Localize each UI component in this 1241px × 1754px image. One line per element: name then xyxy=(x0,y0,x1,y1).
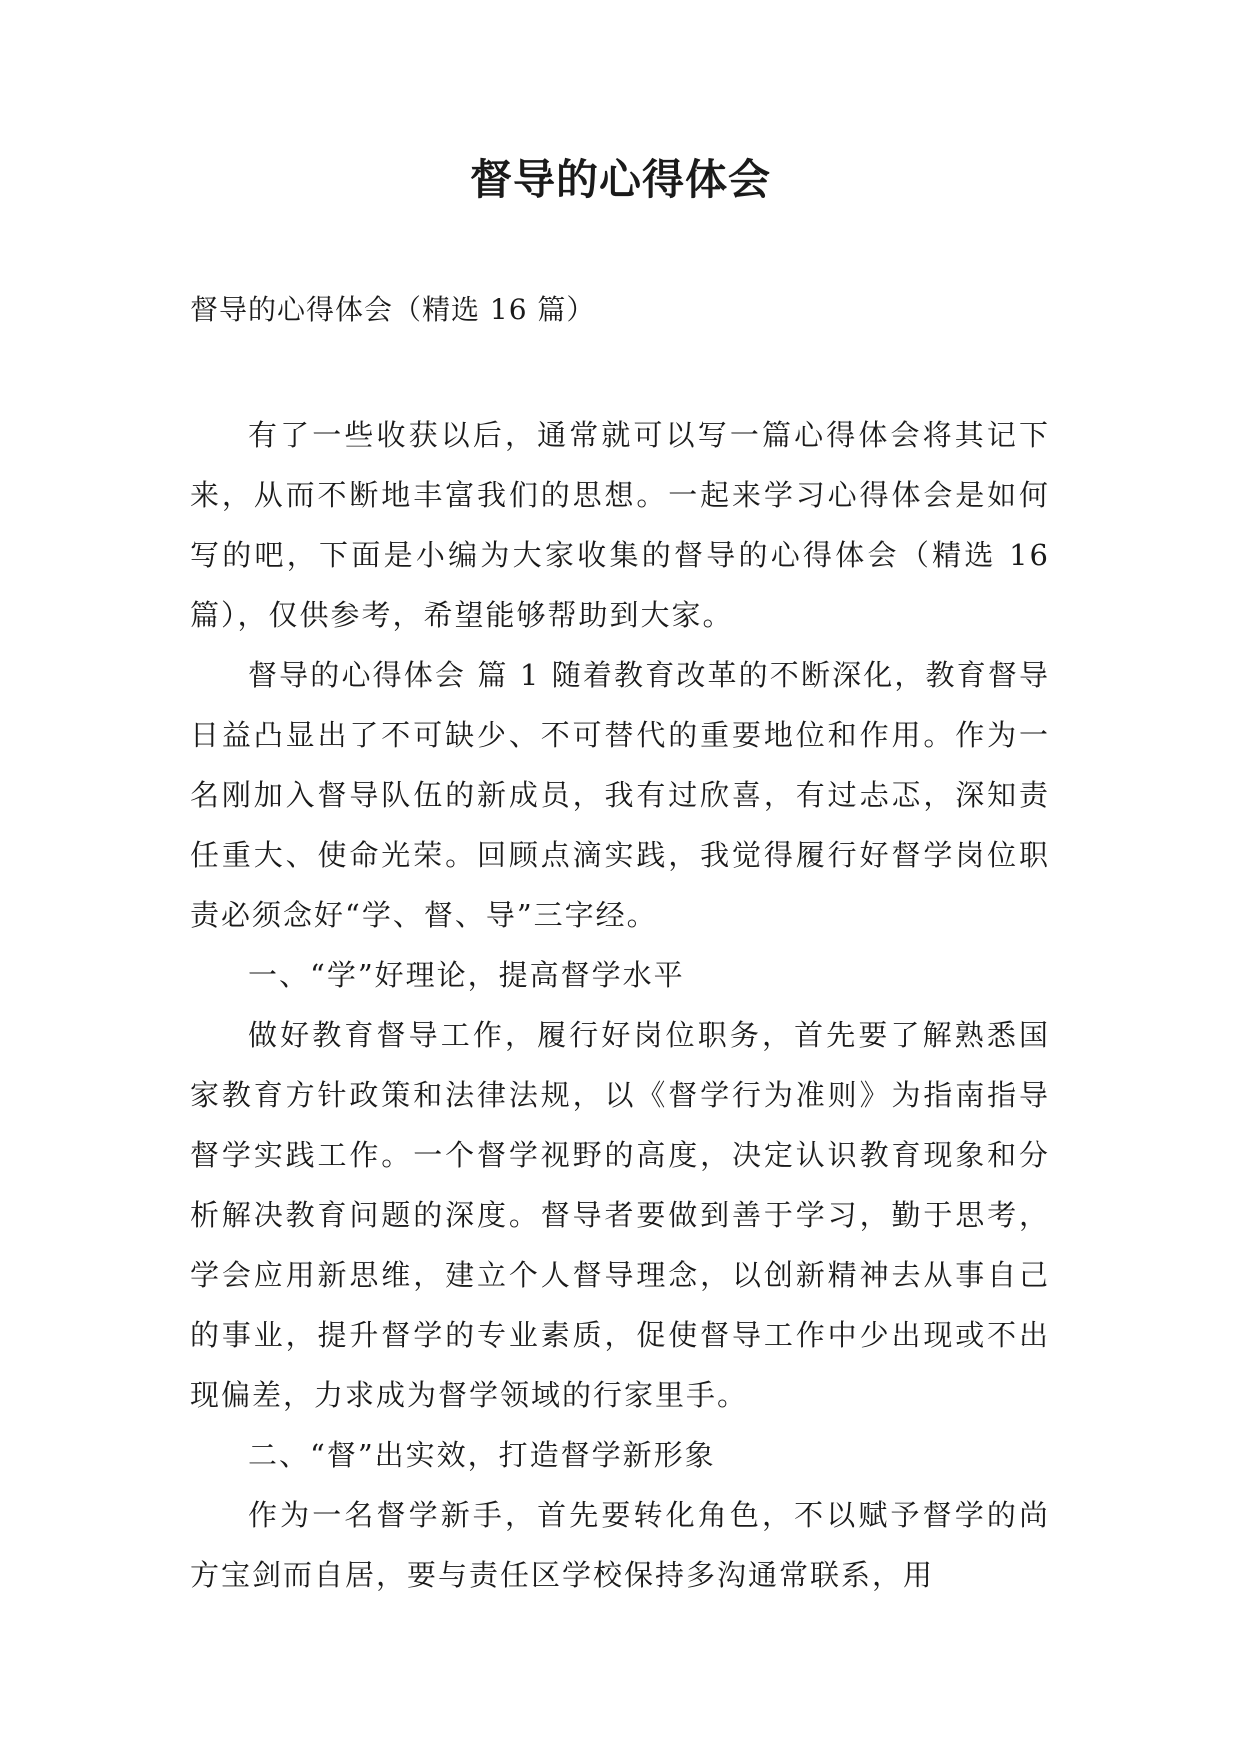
document-subtitle: 督导的心得体会（精选 16 篇） xyxy=(190,293,596,326)
heading-study-theory: 一、“学”好理论，提高督学水平 xyxy=(248,958,685,992)
document-title: 督导的心得体会 xyxy=(469,155,771,204)
supervise-results-paragraph: 作为一名督学新手，首先要转化角色，不以赋予督学的尚方宝剑而自居，要与责任区学校保持多沟通常联系，用 xyxy=(190,1498,1050,1592)
intro-paragraph: 有了一些收获以后，通常就可以写一篇心得体会将其记下来，从而不断地丰富我们的思想。一起来学习心得体会是如何写的吧，下面是小编为大家收集的督导的心得体会（精选 16 篇），仅供参考，希望能够帮助到大家。 xyxy=(190,418,1050,632)
section-1-paragraph: 督导的心得体会 篇 1 随着教育改革的不断深化，教育督导日益凸显出了不可缺少、不可替代的重要地位和作用。作为一名刚加入督导队伍的新成员，我有过欣喜，有过忐忑，深知责任重大、使命光荣。回顾点滴实践，我觉得履行好督学岗位职责必须念好“学、督、导”三字经。 xyxy=(190,658,1050,932)
heading-supervise-results: 二、“督”出实效，打造督学新形象 xyxy=(248,1438,716,1472)
document-body xyxy=(190,405,1050,1605)
study-theory-paragraph: 做好教育督导工作，履行好岗位职务，首先要了解熟悉国家教育方针政策和法律法规，以《督学行为准则》为指南指导督学实践工作。一个督学视野的高度，决定认识教育现象和分析解决教育问题的深度。督导者要做到善于学习，勤于思考，学会应用新思维，建立个人督导理念，以创新精神去从事自己的事业，提升督学的专业素质，促使督导工作中少出现或不出现偏差，力求成为督学领域的行家里手。 xyxy=(190,1018,1050,1412)
